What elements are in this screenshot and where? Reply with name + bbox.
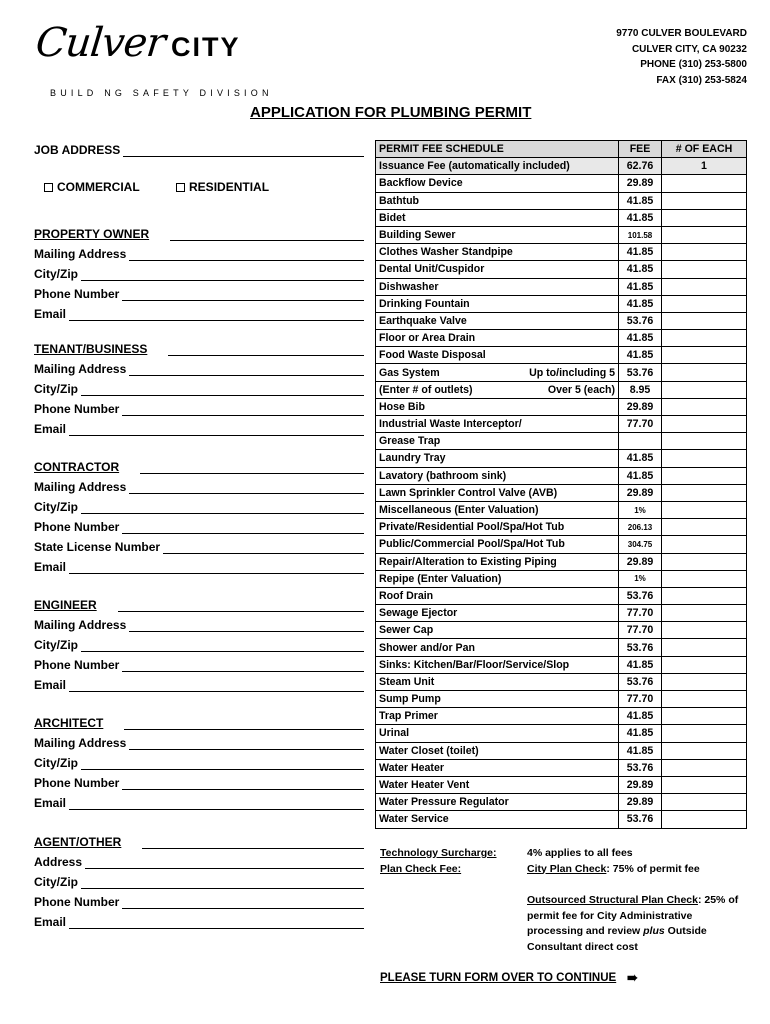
job-address-label: JOB ADDRESS xyxy=(34,143,121,157)
field-label: Phone Number xyxy=(34,776,120,790)
city-address-block xyxy=(616,26,747,88)
fee-item-amount: 41.85 xyxy=(619,295,662,312)
field-input-line[interactable] xyxy=(81,640,364,652)
outsourced-text-1: : 25% of xyxy=(697,894,739,906)
fee-item-count[interactable] xyxy=(662,192,747,209)
section-title: ENGINEER xyxy=(34,598,97,612)
fee-item-amount: 1% xyxy=(619,570,662,587)
fee-item-amount: 41.85 xyxy=(619,261,662,278)
residential-option[interactable] xyxy=(176,180,269,194)
field-input-line[interactable] xyxy=(69,680,364,692)
field-label: Phone Number xyxy=(34,402,120,416)
section-name-line[interactable] xyxy=(118,600,364,612)
field-input-line[interactable] xyxy=(129,738,364,750)
fee-item-name: Dental Unit/Cuspidor xyxy=(376,261,619,278)
fee-item-count[interactable] xyxy=(662,759,747,776)
fee-item-count[interactable] xyxy=(662,673,747,690)
fee-item-amount: 41.85 xyxy=(619,450,662,467)
field-input-line[interactable] xyxy=(122,778,364,790)
permit-fee-table xyxy=(375,140,747,829)
field-input-line[interactable] xyxy=(69,309,364,321)
city-plan-check-text: : 75% of permit fee xyxy=(606,862,700,875)
fee-item-count[interactable] xyxy=(662,519,747,536)
field-mailing-address[interactable] xyxy=(34,247,364,261)
fee-item-amount: 77.70 xyxy=(619,605,662,622)
surcharge-labels xyxy=(380,846,497,877)
outsourced-text-3: processing and review xyxy=(527,925,644,937)
field-mailing-address[interactable] xyxy=(34,618,364,632)
fee-item-name: Trap Primer xyxy=(376,708,619,725)
fee-item-count[interactable] xyxy=(662,467,747,484)
fee-row xyxy=(376,433,747,450)
fee-item-amount: 29.89 xyxy=(619,776,662,793)
field-email[interactable] xyxy=(34,560,364,574)
fee-row xyxy=(376,364,747,381)
fee-item-count[interactable] xyxy=(662,536,747,553)
plan-check-label: Plan Check Fee: xyxy=(380,862,462,875)
fee-item-name: Sinks: Kitchen/Bar/Floor/Service/Slop xyxy=(376,656,619,673)
fee-row xyxy=(376,467,747,484)
fee-item-count[interactable] xyxy=(662,587,747,604)
fee-item-name: Steam Unit xyxy=(376,673,619,690)
fee-item-name: Shower and/or Pan xyxy=(376,639,619,656)
fee-item-amount: 41.85 xyxy=(619,656,662,673)
fee-item-count[interactable] xyxy=(662,725,747,742)
fee-item-count[interactable] xyxy=(662,330,747,347)
fee-row xyxy=(376,708,747,725)
fee-item-amount: 29.89 xyxy=(619,484,662,501)
fee-item-name: Building Sewer xyxy=(376,226,619,243)
fee-item-amount: 77.70 xyxy=(619,691,662,708)
residential-label: RESIDENTIAL xyxy=(189,180,270,194)
field-label: Email xyxy=(34,560,67,574)
fee-row xyxy=(376,416,747,433)
field-label: City/Zip xyxy=(34,756,78,770)
field-input-line[interactable] xyxy=(122,404,364,416)
section-heading-engineer[interactable] xyxy=(34,598,364,612)
fee-item-name: Water Closet (toilet) xyxy=(376,742,619,759)
field-label: Mailing Address xyxy=(34,736,127,750)
fee-item-amount: 41.85 xyxy=(619,278,662,295)
fee-row xyxy=(376,244,747,261)
fee-row xyxy=(376,261,747,278)
fee-item-name: Hose Bib xyxy=(376,398,619,415)
fee-row xyxy=(376,347,747,364)
fee-row xyxy=(376,811,747,828)
field-phone-number[interactable] xyxy=(34,658,364,672)
fee-item-name: Repair/Alteration to Existing Piping xyxy=(376,553,619,570)
fee-row xyxy=(376,570,747,587)
fee-item-count[interactable] xyxy=(662,794,747,811)
fee-item-count[interactable] xyxy=(662,244,747,261)
fee-item-amount: 62.76 xyxy=(619,158,662,175)
section-title: CONTRACTOR xyxy=(34,460,120,474)
fee-item-count[interactable] xyxy=(662,226,747,243)
section-name-line[interactable] xyxy=(170,229,364,241)
commercial-option[interactable] xyxy=(44,180,140,194)
fee-item-count[interactable] xyxy=(662,347,747,364)
section-heading-agent-other[interactable] xyxy=(34,835,364,849)
occupancy-type-row xyxy=(44,180,269,194)
field-input-line[interactable] xyxy=(129,249,364,261)
section-name-line[interactable] xyxy=(168,344,364,356)
fee-item-name: Laundry Tray xyxy=(376,450,619,467)
fee-item-name: Dishwasher xyxy=(376,278,619,295)
fee-item-count[interactable] xyxy=(662,364,747,381)
fee-item-amount: 41.85 xyxy=(619,244,662,261)
fax-line: FAX (310) 253-5824 xyxy=(656,74,747,86)
fee-item-amount: 101.58 xyxy=(619,226,662,243)
field-label: Mailing Address xyxy=(34,362,127,376)
logo-subtitle: BUILD NG SAFETY DIVISION xyxy=(50,88,273,98)
fee-row xyxy=(376,209,747,226)
fee-item-amount: 53.76 xyxy=(619,759,662,776)
fee-item-name: Bidet xyxy=(376,209,619,226)
tech-surcharge-label: Technology Surcharge: xyxy=(380,847,497,859)
field-label: City/Zip xyxy=(34,382,78,396)
field-label: Mailing Address xyxy=(34,247,127,261)
fee-item-name: Miscellaneous (Enter Valuation) xyxy=(376,501,619,518)
field-label: Mailing Address xyxy=(34,480,127,494)
fee-item-name: Water Pressure Regulator xyxy=(376,794,619,811)
field-input-line[interactable] xyxy=(129,620,364,632)
fee-row xyxy=(376,450,747,467)
fee-item-count[interactable] xyxy=(662,708,747,725)
fee-item-count[interactable] xyxy=(662,622,747,639)
fee-item-amount: 41.85 xyxy=(619,742,662,759)
fee-item-count[interactable] xyxy=(662,484,747,501)
field-input-line[interactable] xyxy=(69,798,364,810)
field-mailing-address[interactable] xyxy=(34,362,364,376)
right-arrow-icon: ➠ xyxy=(627,970,638,985)
field-input-line[interactable] xyxy=(69,917,364,929)
field-input-line[interactable] xyxy=(122,289,364,301)
field-label: City/Zip xyxy=(34,267,78,281)
fee-item-name: Urinal xyxy=(376,725,619,742)
header-count: # OF EACH xyxy=(662,141,747,158)
field-label: Address xyxy=(34,855,83,869)
section-name-line[interactable] xyxy=(142,837,364,849)
field-label: City/Zip xyxy=(34,500,78,514)
city-plan-check-label: City Plan Check xyxy=(527,862,607,875)
field-email[interactable] xyxy=(34,678,364,692)
field-email[interactable] xyxy=(34,422,364,436)
fee-row xyxy=(376,398,747,415)
fee-item-count[interactable] xyxy=(662,398,747,415)
fee-item-amount: 41.85 xyxy=(619,192,662,209)
fee-item-name: Sewer Cap xyxy=(376,622,619,639)
fee-row xyxy=(376,278,747,295)
fee-item-count[interactable]: 1 xyxy=(662,158,747,175)
fee-item-amount: 206.13 xyxy=(619,519,662,536)
turn-over-notice: PLEASE TURN FORM OVER TO CONTINUE xyxy=(380,972,617,984)
field-city-zip[interactable] xyxy=(34,382,364,396)
fee-item-amount: 29.89 xyxy=(619,794,662,811)
fee-item-amount xyxy=(619,433,662,450)
fee-item-amount: 41.85 xyxy=(619,725,662,742)
outsourced-plus: plus xyxy=(643,925,665,937)
address-line-2: CULVER CITY, CA 90232 xyxy=(631,43,747,55)
fee-item-label: Gas System xyxy=(379,366,440,379)
field-email[interactable] xyxy=(34,796,364,810)
field-label: Email xyxy=(34,796,67,810)
section-name-line[interactable] xyxy=(124,718,364,730)
fee-row xyxy=(376,656,747,673)
field-label: Email xyxy=(34,422,67,436)
fee-item-count[interactable] xyxy=(662,501,747,518)
fee-item-count[interactable] xyxy=(662,175,747,192)
fee-table-header xyxy=(376,141,747,158)
section-title: PROPERTY OWNER xyxy=(34,227,150,241)
fee-row xyxy=(376,776,747,793)
outsourced-text-2: permit fee for City Administrative xyxy=(527,909,693,922)
fee-item-name xyxy=(376,364,619,381)
fee-item-amount: 53.76 xyxy=(619,312,662,329)
fee-item-name: Water Heater Vent xyxy=(376,776,619,793)
fee-item-name xyxy=(376,381,619,398)
field-city-zip[interactable] xyxy=(34,267,364,281)
fee-row xyxy=(376,794,747,811)
field-city-zip[interactable] xyxy=(34,500,364,514)
fee-row xyxy=(376,639,747,656)
field-label: Phone Number xyxy=(34,287,120,301)
field-state-license-number[interactable] xyxy=(34,540,364,554)
fee-item-count[interactable] xyxy=(662,261,747,278)
fee-item-label: (Enter # of outlets) xyxy=(379,383,473,396)
fee-item-amount: 53.76 xyxy=(619,364,662,381)
fee-item-name: Lavatory (bathroom sink) xyxy=(376,467,619,484)
fee-item-count[interactable] xyxy=(662,312,747,329)
field-phone-number[interactable] xyxy=(34,287,364,301)
fee-item-count[interactable] xyxy=(662,295,747,312)
section-title: ARCHITECT xyxy=(34,716,104,730)
field-label: City/Zip xyxy=(34,875,78,889)
fee-item-name: Water Heater xyxy=(376,759,619,776)
fee-item-count[interactable] xyxy=(662,381,747,398)
fee-item-name: Sewage Ejector xyxy=(376,605,619,622)
fee-item-amount: 77.70 xyxy=(619,622,662,639)
fee-item-amount: 41.85 xyxy=(619,209,662,226)
field-label: Phone Number xyxy=(34,658,120,672)
fee-row xyxy=(376,295,747,312)
fee-item-name: Public/Commercial Pool/Spa/Hot Tub xyxy=(376,536,619,553)
fee-item-count[interactable] xyxy=(662,691,747,708)
field-label: Email xyxy=(34,678,67,692)
section-heading-tenant-business[interactable] xyxy=(34,342,364,356)
field-input-line[interactable] xyxy=(122,522,364,534)
fee-item-amount: 29.89 xyxy=(619,398,662,415)
fee-item-name: Water Service xyxy=(376,811,619,828)
fee-item-name: Roof Drain xyxy=(376,587,619,604)
fee-item-count[interactable] xyxy=(662,742,747,759)
fee-row xyxy=(376,330,747,347)
field-input-line[interactable] xyxy=(81,502,364,514)
section-title: TENANT/BUSINESS xyxy=(34,342,148,356)
fee-row xyxy=(376,175,747,192)
surcharge-values xyxy=(527,846,752,955)
fee-row xyxy=(376,484,747,501)
fee-item-amount: 41.85 xyxy=(619,330,662,347)
field-phone-number[interactable] xyxy=(34,776,364,790)
field-email[interactable] xyxy=(34,307,364,321)
field-mailing-address[interactable] xyxy=(34,736,364,750)
fee-row xyxy=(376,605,747,622)
field-input-line[interactable] xyxy=(129,364,364,376)
field-input-line[interactable] xyxy=(81,384,364,396)
field-input-line[interactable] xyxy=(81,758,364,770)
field-label: Phone Number xyxy=(34,895,120,909)
header-schedule: PERMIT FEE SCHEDULE xyxy=(376,141,619,158)
job-address-field[interactable] xyxy=(34,143,364,157)
field-input-line[interactable] xyxy=(69,562,364,574)
commercial-checkbox[interactable] xyxy=(44,183,53,192)
fee-item-count[interactable] xyxy=(662,605,747,622)
fee-item-name: Backflow Device xyxy=(376,175,619,192)
fee-item-amount: 53.76 xyxy=(619,587,662,604)
fee-row xyxy=(376,536,747,553)
fee-item-count[interactable] xyxy=(662,450,747,467)
field-phone-number[interactable] xyxy=(34,895,364,909)
phone-line: PHONE (310) 253-5800 xyxy=(640,59,747,70)
fee-item-name: Food Waste Disposal xyxy=(376,347,619,364)
fee-item-count[interactable] xyxy=(662,209,747,226)
field-phone-number[interactable] xyxy=(34,402,364,416)
field-input-line[interactable] xyxy=(129,482,364,494)
field-city-zip[interactable] xyxy=(34,875,364,889)
fee-row xyxy=(376,553,747,570)
fee-item-count[interactable] xyxy=(662,416,747,433)
field-input-line[interactable] xyxy=(122,660,364,672)
field-label: Mailing Address xyxy=(34,618,127,632)
field-input-line[interactable] xyxy=(69,424,364,436)
section-heading-contractor[interactable] xyxy=(34,460,364,474)
field-label: Email xyxy=(34,915,67,929)
field-phone-number[interactable] xyxy=(34,520,364,534)
fee-item-amount: 41.85 xyxy=(619,347,662,364)
fee-row xyxy=(376,759,747,776)
fee-item-count[interactable] xyxy=(662,433,747,450)
fee-item-amount: 77.70 xyxy=(619,416,662,433)
job-address-line[interactable] xyxy=(123,145,364,157)
fee-item-name: Grease Trap xyxy=(376,433,619,450)
fee-item-amount: 8.95 xyxy=(619,381,662,398)
fee-item-amount: 41.85 xyxy=(619,467,662,484)
fee-item-count[interactable] xyxy=(662,570,747,587)
field-email[interactable] xyxy=(34,915,364,929)
field-input-line[interactable] xyxy=(81,269,364,281)
fee-item-sub: Up to/including 5 xyxy=(529,366,615,379)
logo-city-text: CITY xyxy=(171,32,241,62)
field-label: State License Number xyxy=(34,540,161,554)
fee-item-name: Earthquake Valve xyxy=(376,312,619,329)
fee-row xyxy=(376,725,747,742)
field-label: Email xyxy=(34,307,67,321)
section-heading-architect[interactable] xyxy=(34,716,364,730)
field-input-line[interactable] xyxy=(81,877,364,889)
fee-item-count[interactable] xyxy=(662,776,747,793)
section-heading-property-owner[interactable] xyxy=(34,227,364,241)
fee-item-amount: 53.76 xyxy=(619,811,662,828)
fee-row xyxy=(376,192,747,209)
logo-script-text: Culver xyxy=(33,20,167,66)
fee-item-count[interactable] xyxy=(662,639,747,656)
field-mailing-address[interactable] xyxy=(34,480,364,494)
section-name-line[interactable] xyxy=(140,462,364,474)
fee-row xyxy=(376,742,747,759)
fee-row xyxy=(376,312,747,329)
fee-row xyxy=(376,381,747,398)
tech-surcharge-value: 4% applies to all fees xyxy=(527,847,633,859)
fee-item-name: Clothes Washer Standpipe xyxy=(376,244,619,261)
outsourced-label: Outsourced Structural Plan Check xyxy=(527,894,698,906)
fee-item-amount: 304.75 xyxy=(619,536,662,553)
field-city-zip[interactable] xyxy=(34,638,364,652)
fee-row xyxy=(376,673,747,690)
fee-item-name: Sump Pump xyxy=(376,691,619,708)
field-address[interactable] xyxy=(34,855,364,869)
fee-item-sub: Over 5 (each) xyxy=(547,383,615,396)
fee-row xyxy=(376,691,747,708)
field-input-line[interactable] xyxy=(85,857,364,869)
fee-item-name: Bathtub xyxy=(376,192,619,209)
fee-item-name: Private/Residential Pool/Spa/Hot Tub xyxy=(376,519,619,536)
fee-item-count[interactable] xyxy=(662,811,747,828)
fee-item-name: Drinking Fountain xyxy=(376,295,619,312)
fee-item-amount: 29.89 xyxy=(619,175,662,192)
fee-item-amount: 41.85 xyxy=(619,708,662,725)
field-input-line[interactable] xyxy=(163,542,364,554)
field-label: Phone Number xyxy=(34,520,120,534)
residential-checkbox[interactable] xyxy=(176,183,185,192)
field-city-zip[interactable] xyxy=(34,756,364,770)
fee-row xyxy=(376,158,747,175)
fee-item-name: Industrial Waste Interceptor/ xyxy=(376,416,619,433)
fee-item-amount: 29.89 xyxy=(619,553,662,570)
fee-item-amount: 1% xyxy=(619,501,662,518)
fee-item-count[interactable] xyxy=(662,553,747,570)
fee-row xyxy=(376,226,747,243)
address-line-1: 9770 CULVER BOULEVARD xyxy=(616,28,747,39)
fee-item-count[interactable] xyxy=(662,278,747,295)
form-title: APPLICATION FOR PLUMBING PERMIT xyxy=(250,104,532,121)
fee-item-name: Repipe (Enter Valuation) xyxy=(376,570,619,587)
fee-item-amount: 53.76 xyxy=(619,639,662,656)
fee-row xyxy=(376,501,747,518)
fee-item-name: Issuance Fee (automatically included) xyxy=(376,158,619,175)
fee-item-name: Lawn Sprinkler Control Valve (AVB) xyxy=(376,484,619,501)
commercial-label: COMMERCIAL xyxy=(57,180,140,194)
culver-city-logo xyxy=(33,20,241,66)
field-input-line[interactable] xyxy=(122,897,364,909)
outsourced-text-5: Consultant direct cost xyxy=(527,940,638,953)
fee-item-amount: 53.76 xyxy=(619,673,662,690)
header-fee: FEE xyxy=(619,141,662,158)
fee-item-name: Floor or Area Drain xyxy=(376,330,619,347)
fee-row xyxy=(376,587,747,604)
outsourced-text-4: Outside xyxy=(664,925,707,937)
fee-item-count[interactable] xyxy=(662,656,747,673)
field-label: City/Zip xyxy=(34,638,78,652)
fee-row xyxy=(376,519,747,536)
section-title: AGENT/OTHER xyxy=(34,835,122,849)
fee-row xyxy=(376,622,747,639)
